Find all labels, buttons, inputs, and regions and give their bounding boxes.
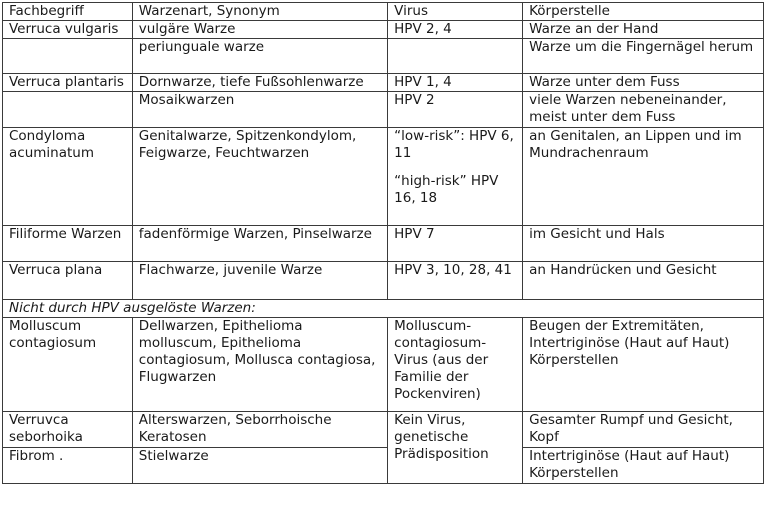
cell-warzenart: Dellwarzen, Epithelioma molluscum, Epithelioma contagiosum, Mollusca contagiosa, Flugwarzen: [132, 318, 387, 412]
cell-fachbegriff: Verruvca seborhoika: [3, 412, 133, 448]
cell-fachbegriff: Fibrom .: [3, 448, 133, 484]
table-row: [3, 92, 764, 128]
cell-warzenart: Genitalwarze, Spitzenkondylom, Feigwarze, Feuchtwarzen: [132, 128, 387, 226]
cell-virus: HPV 3, 10, 28, 41: [388, 262, 523, 300]
cell-koerperstelle: an Handrücken und Gesicht: [523, 262, 764, 300]
cell-fachbegriff: Verruca vulgaris: [3, 21, 133, 39]
cell-fachbegriff: [3, 92, 133, 128]
table-row: [3, 318, 764, 412]
cell-virus: HPV 1, 4: [388, 74, 523, 92]
cell-warzenart: Dornwarze, tiefe Fußsohlenwarze: [132, 74, 387, 92]
warts-table: [2, 2, 764, 484]
cell-koerperstelle: Warze um die Fingernägel herum: [523, 39, 764, 74]
cell-warzenart: fadenförmige Warzen, Pinselwarze: [132, 226, 387, 262]
header-warzenart: Warzenart, Synonym: [132, 3, 387, 21]
cell-koerperstelle: Warze unter dem Fuss: [523, 74, 764, 92]
cell-warzenart: Flachwarze, juvenile Warze: [132, 262, 387, 300]
table-row: [3, 226, 764, 262]
cell-virus: [388, 39, 523, 74]
table-row: [3, 448, 764, 484]
cell-warzenart: periunguale warze: [132, 39, 387, 74]
cell-virus: HPV 2: [388, 92, 523, 128]
cell-fachbegriff: Verruca plana: [3, 262, 133, 300]
cell-koerperstelle: im Gesicht und Hals: [523, 226, 764, 262]
section-note: Nicht durch HPV ausgelöste Warzen:: [3, 300, 764, 318]
table-row: [3, 128, 764, 226]
table-row: [3, 39, 764, 74]
cell-virus: Kein Virus, genetische Prädisposition: [388, 412, 523, 484]
cell-virus: Molluscum-contagiosum-Virus (aus der Familie der Pockenviren): [388, 318, 523, 412]
header-fachbegriff: Fachbegriff: [3, 3, 133, 21]
cell-virus: [388, 128, 523, 226]
cell-virus: HPV 7: [388, 226, 523, 262]
header-koerperstelle: Körperstelle: [523, 3, 764, 21]
header-virus: Virus: [388, 3, 523, 21]
virus-low-risk: “low-risk”: HPV 6, 11: [394, 128, 514, 161]
cell-koerperstelle: viele Warzen nebeneinander, meist unter dem Fuss: [523, 92, 764, 128]
cell-fachbegriff: Verruca plantaris: [3, 74, 133, 92]
cell-fachbegriff: Filiforme Warzen: [3, 226, 133, 262]
cell-koerperstelle: an Genitalen, an Lippen und im Mundrachenraum: [523, 128, 764, 226]
section-note-row: [3, 300, 764, 318]
table-row: [3, 262, 764, 300]
cell-koerperstelle: Beugen der Extremitäten, Intertriginöse (Haut auf Haut) Körperstellen: [523, 318, 764, 412]
cell-fachbegriff: Condyloma acuminatum: [3, 128, 133, 226]
table-row: [3, 412, 764, 448]
cell-warzenart: vulgäre Warze: [132, 21, 387, 39]
cell-koerperstelle: Warze an der Hand: [523, 21, 764, 39]
cell-virus: HPV 2, 4: [388, 21, 523, 39]
cell-koerperstelle: Gesamter Rumpf und Gesicht, Kopf: [523, 412, 764, 448]
table-row: [3, 74, 764, 92]
cell-fachbegriff: Molluscum contagiosum: [3, 318, 133, 412]
cell-koerperstelle: Intertriginöse (Haut auf Haut) Körperstellen: [523, 448, 764, 484]
cell-warzenart: Alterswarzen, Seborrhoische Keratosen: [132, 412, 387, 448]
virus-high-risk: “high-risk” HPV 16, 18: [394, 173, 499, 206]
table-row: [3, 21, 764, 39]
cell-fachbegriff: [3, 39, 133, 74]
cell-warzenart: Stielwarze: [132, 448, 387, 484]
cell-warzenart: Mosaikwarzen: [132, 92, 387, 128]
table-header-row: [3, 3, 764, 21]
